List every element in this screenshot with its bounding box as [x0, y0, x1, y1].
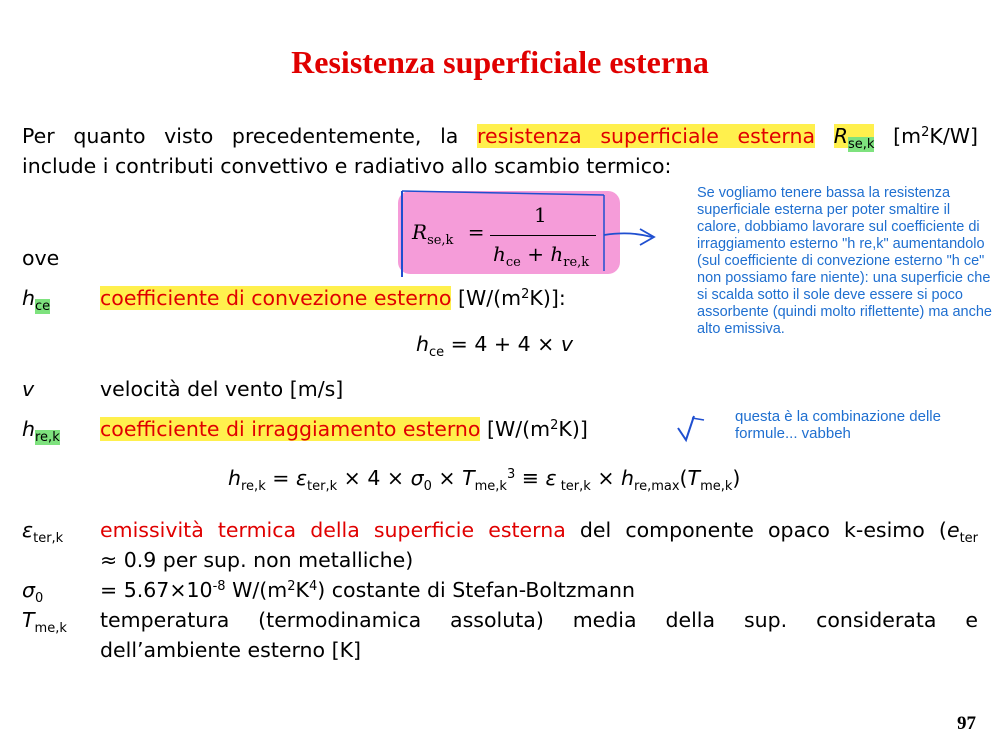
f-h2: h: [621, 466, 635, 490]
hce-h: h: [22, 286, 35, 310]
intro-unit: [893, 124, 978, 148]
f-T-sup: 3: [506, 467, 516, 482]
hre-h: h: [22, 417, 35, 441]
fraction-bar: [490, 235, 596, 236]
hce-formula: [416, 329, 573, 359]
t-definition-line-2: dell’ambiente esterno [K]: [100, 638, 362, 662]
hre-unit-sup: 2: [550, 418, 559, 433]
den-plus: +: [527, 242, 544, 266]
f-sigma: σ: [410, 466, 424, 490]
checkmark-icon: [674, 412, 708, 444]
intro-line-2: include i contributi convettivo e radiativo allo scambio termico:: [22, 154, 672, 178]
t-sub: me,k: [34, 621, 67, 636]
eps-e-sub: ter: [959, 531, 979, 546]
sigma-post: ) costante di Stefan-Boltzmann: [317, 578, 635, 602]
t-sym: T: [22, 608, 35, 632]
eps-e: e: [946, 518, 960, 542]
intro-symbol: [833, 124, 875, 152]
unit-post: K/W]: [929, 124, 978, 148]
f-p2: × 4 ×: [337, 466, 411, 490]
intro-highlight: resistenza superficiale esterna: [477, 124, 816, 148]
symbol-r: R: [833, 124, 848, 148]
f-sigma-sub: 0: [423, 479, 432, 494]
f-eps2-sub: ter,k: [556, 479, 591, 494]
hce-unit: [W/(m: [451, 286, 522, 310]
hce-unit-post: K)]:: [529, 286, 566, 310]
hce-formula-sub: ce: [429, 345, 445, 360]
hre-symbol: [22, 414, 60, 444]
eps-sub: ter,k: [33, 531, 64, 546]
hce-formula-h: h: [416, 332, 429, 356]
f-p1: =: [265, 466, 296, 490]
f-p7: ): [732, 466, 741, 490]
t-definition-line-1: temperatura (termodinamica assoluta) media della sup. considerata e: [100, 608, 978, 632]
hre-unit-post: K)]: [558, 417, 588, 441]
formula-rse-lhs: [412, 220, 485, 248]
hce-description: [100, 283, 566, 313]
sigma-sup: -8: [212, 579, 226, 594]
eps-definition-line-2: ≈ 0.9 per sup. non metalliche): [100, 548, 414, 572]
rse-numerator: 1: [534, 203, 547, 227]
f-p4: ≡: [515, 466, 546, 490]
hre-description: [100, 414, 588, 444]
t-symbol: [22, 605, 67, 635]
eps-desc-red: emissività termica della superficie esterna: [100, 518, 566, 542]
sigma-sym: σ: [22, 578, 35, 602]
eps-symbol: [22, 515, 63, 545]
f-T: T: [462, 466, 475, 490]
den-h1-sub: ce: [505, 255, 521, 270]
sigma-sub: 0: [35, 591, 44, 606]
sigma-symbol: [22, 575, 43, 605]
hre-formula: [228, 463, 740, 493]
f-eps2: ε: [545, 466, 557, 490]
f-h-sub: re,k: [241, 479, 266, 494]
den-h2: h: [550, 242, 564, 266]
f-p6: (: [679, 466, 688, 490]
f-p3: ×: [431, 466, 463, 490]
intro-line-1: [22, 121, 978, 151]
den-h2-sub: re,k: [563, 255, 590, 270]
hre-sub: re,k: [35, 430, 60, 445]
side-annotation-note: Se vogliamo tenere bassa la resistenza superficiale esterna per poter smaltire il calore, dobbiamo lavorare sul coefficiente di irraggiamento esterno "h re,k" aumentandolo (sul coefficiente di convezione esterno "h ce" non possiamo fare niente): una superficie che si scalda sotto il sole deve essere si poco assorbente (quindi molto riflettente) ma anche alto emissiva.: [697, 185, 992, 337]
ove-label: ove: [22, 246, 60, 270]
sigma-sup2: 2: [287, 579, 296, 594]
f-p5: ×: [590, 466, 622, 490]
unit-pre: [m: [893, 124, 922, 148]
hce-sub: ce: [35, 299, 51, 314]
sigma-definition: [100, 575, 635, 605]
eps-sym: ε: [22, 518, 34, 542]
hre-unit: [W/(m: [480, 417, 551, 441]
hce-unit-sup: 2: [521, 287, 530, 302]
hce-formula-v: v: [560, 332, 574, 356]
f-T2: T: [687, 466, 701, 490]
rse-sub: se,k: [427, 233, 454, 248]
intro-text: Per quanto visto precedentemente, la: [22, 124, 459, 148]
hre-desc: coefficiente di irraggiamento esterno: [100, 417, 481, 441]
symbol-r-sub: se,k: [848, 137, 875, 152]
hand-note: questa è la combinazione delle formule... vabbeh: [735, 408, 941, 442]
sigma-pre: = 5.67×10: [100, 578, 213, 602]
f-eps: ε: [295, 466, 308, 490]
v-description: velocità del vento [m/s]: [100, 377, 344, 401]
v-symbol: v: [22, 377, 35, 401]
f-h2-sub: re,max: [634, 479, 680, 494]
sigma-sup3: 4: [308, 579, 318, 594]
hce-desc: coefficiente di convezione esterno: [100, 286, 452, 310]
den-h1: h: [493, 242, 506, 266]
rse-equals: =: [467, 220, 485, 244]
eps-desc: del componente opaco k-esimo (: [565, 518, 947, 542]
slide-title: Resistenza superficiale esterna: [291, 44, 709, 80]
rse-denominator: [493, 242, 590, 270]
f-T2-sub: me,k: [700, 479, 733, 494]
rse-symbol: R: [412, 220, 428, 244]
hce-formula-rhs: = 4 + 4 ×: [444, 332, 561, 356]
f-eps-sub: ter,k: [307, 479, 338, 494]
f-h: h: [228, 466, 241, 490]
sigma-mid2: K: [295, 578, 309, 602]
page-number: 97: [957, 713, 976, 734]
unit-sup: 2: [921, 125, 930, 140]
hce-symbol: [22, 283, 50, 313]
eps-definition-line-1: [100, 515, 978, 545]
sigma-mid: W/(m: [225, 578, 288, 602]
f-T-sub: me,k: [474, 479, 507, 494]
